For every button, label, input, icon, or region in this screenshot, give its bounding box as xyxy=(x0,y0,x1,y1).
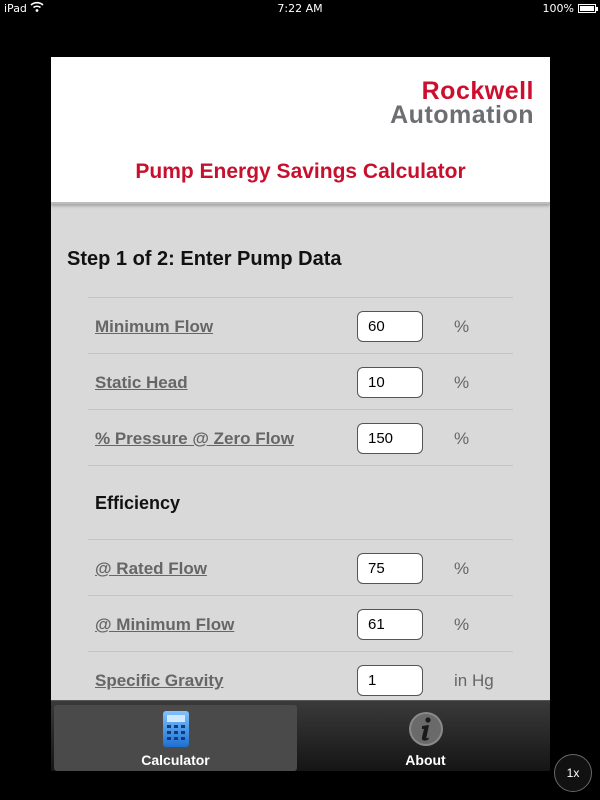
static-head-input[interactable]: 10 xyxy=(357,367,423,398)
rockwell-automation-logo xyxy=(390,79,534,127)
calculator-icon xyxy=(157,709,195,749)
logo-automation-text: Automation xyxy=(390,101,534,129)
form-content[interactable] xyxy=(51,206,550,702)
eff-minimum-flow-unit: % xyxy=(454,615,470,634)
tab-about[interactable] xyxy=(304,705,547,771)
rated-flow-unit: % xyxy=(454,559,470,578)
rated-flow-label[interactable]: @ Rated Flow xyxy=(95,559,207,578)
zoom-button[interactable]: 1x xyxy=(554,754,592,792)
divider xyxy=(88,651,513,652)
divider xyxy=(88,465,513,466)
info-icon xyxy=(407,709,445,749)
specific-gravity-unit: in Hg xyxy=(454,671,494,690)
step-title: Step 1 of 2: Enter Pump Data xyxy=(67,248,342,270)
divider xyxy=(88,539,513,540)
page-title: Pump Energy Savings Calculator xyxy=(135,160,466,183)
tab-calculator-label: Calculator xyxy=(141,752,210,768)
specific-gravity-label[interactable]: Specific Gravity xyxy=(95,671,224,690)
minimum-flow-label[interactable]: Minimum Flow xyxy=(95,317,214,336)
static-head-unit: % xyxy=(454,373,470,392)
pressure-zero-flow-input[interactable]: 150 xyxy=(357,423,423,454)
static-head-label[interactable]: Static Head xyxy=(95,373,188,392)
specific-gravity-input[interactable]: 1 xyxy=(357,665,423,696)
tab-about-label: About xyxy=(405,752,446,768)
minimum-flow-unit: % xyxy=(454,317,470,336)
efficiency-section-title: Efficiency xyxy=(95,493,181,513)
minimum-flow-input[interactable]: 60 xyxy=(357,311,423,342)
divider xyxy=(88,595,513,596)
app-window xyxy=(51,57,550,771)
eff-minimum-flow-label[interactable]: @ Minimum Flow xyxy=(95,615,235,634)
tab-calculator[interactable] xyxy=(54,705,297,771)
clock: 7:22 AM xyxy=(277,2,323,15)
pressure-zero-flow-unit: % xyxy=(454,429,470,448)
logo-rockwell-text: Rockwell xyxy=(421,77,534,105)
eff-minimum-flow-input[interactable]: 61 xyxy=(357,609,423,640)
divider xyxy=(88,409,513,410)
battery-icon xyxy=(578,4,596,13)
battery-percent: 100% xyxy=(542,2,574,15)
pressure-zero-flow-label[interactable]: % Pressure @ Zero Flow xyxy=(95,429,294,448)
status-bar xyxy=(0,0,600,17)
tab-bar xyxy=(51,700,550,771)
divider xyxy=(88,297,513,298)
rated-flow-input[interactable]: 75 xyxy=(357,553,423,584)
header xyxy=(51,57,550,204)
carrier-label: iPad xyxy=(4,2,27,15)
divider xyxy=(88,353,513,354)
